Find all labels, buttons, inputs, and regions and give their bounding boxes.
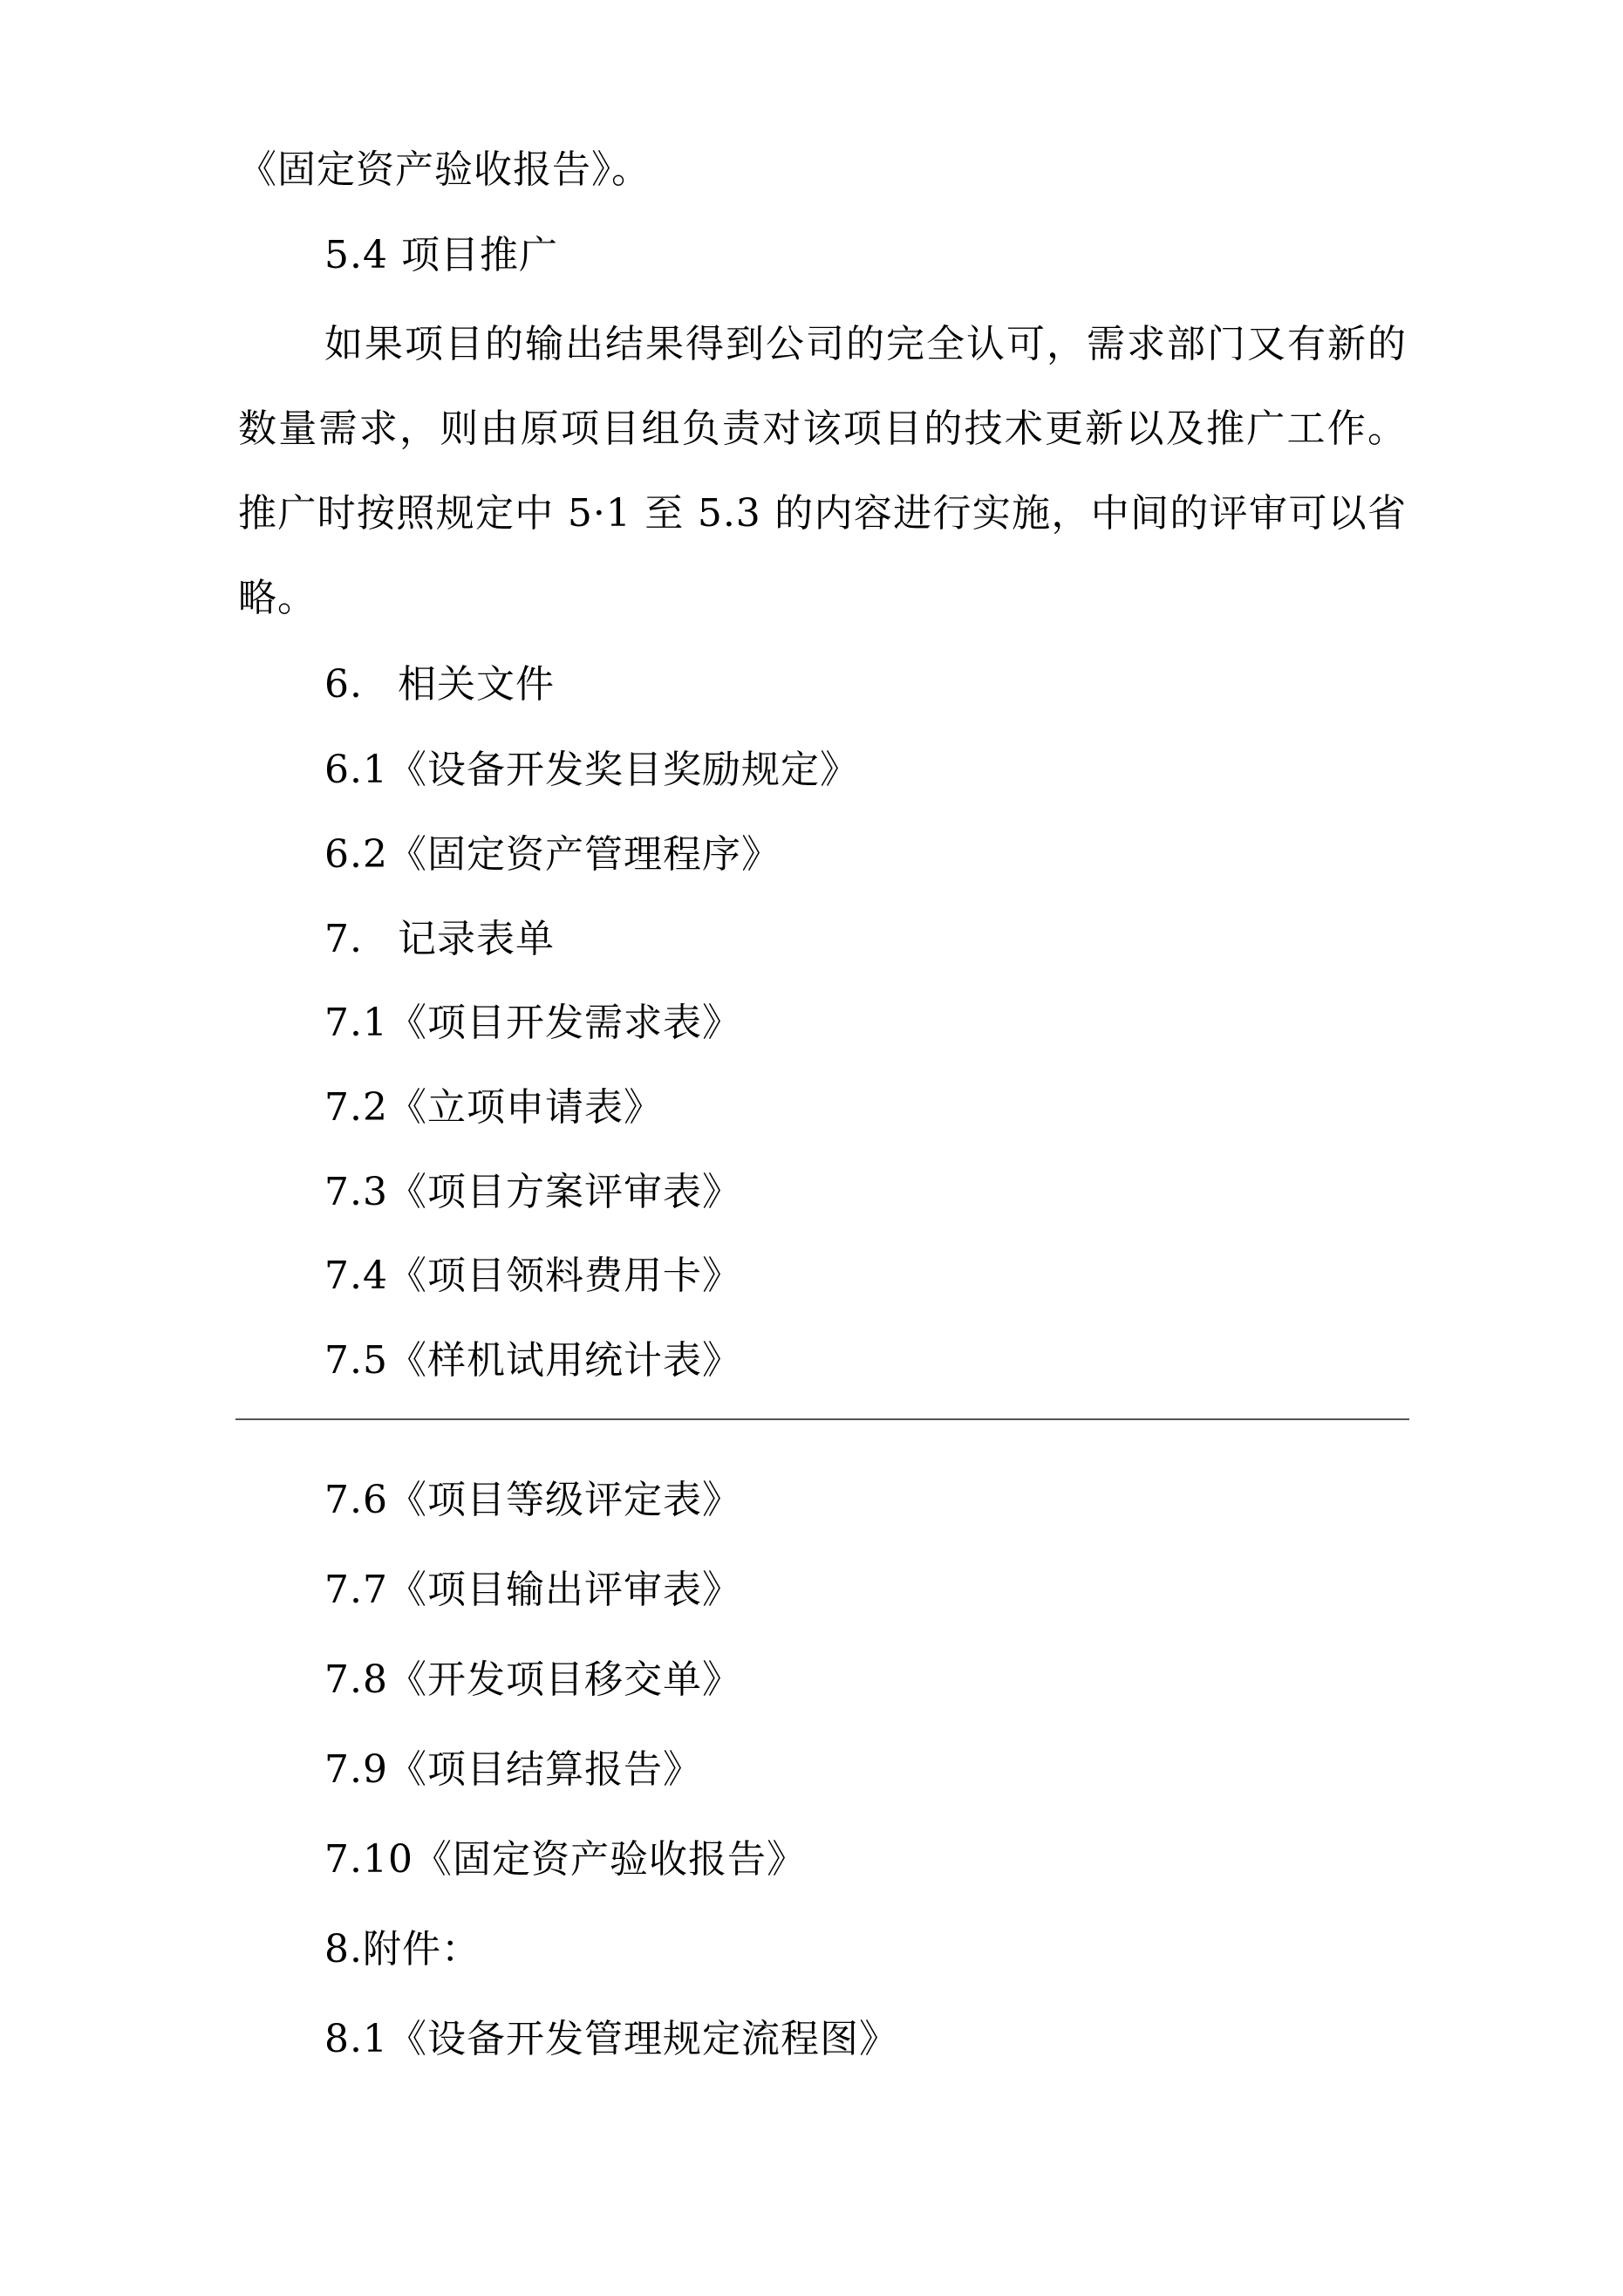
form-item-7-4: 7.4《项目领料费用卡》	[324, 1254, 741, 1298]
carry-over-line: 《固定资产验收报告》。	[238, 147, 651, 192]
section-7-number: 7.	[324, 917, 363, 961]
form-item-7-1: 7.1《项目开发需求表》	[324, 1001, 741, 1045]
section-7-title: 记录表单	[397, 917, 555, 961]
section-8-heading: 8.附件：	[324, 1927, 481, 1971]
form-item-7-2: 7.2《立项申请表》	[324, 1085, 663, 1130]
section-6-heading	[324, 659, 555, 711]
heading-5-4: 5.4 项目推广	[324, 233, 558, 277]
section-7-heading	[324, 913, 555, 966]
form-item-7-8: 7.8《开发项目移交单》	[324, 1657, 741, 1702]
form-item-7-10: 7.10《固定资产验收报告》	[324, 1837, 806, 1882]
form-item-7-6: 7.6《项目等级评定表》	[324, 1478, 741, 1522]
doc-item-6-1: 6.1《设备开发奖目奖励规定》	[324, 748, 859, 792]
form-item-7-3: 7.3《项目方案评审表》	[324, 1170, 741, 1214]
paragraph-5-4: 如果项目的输出结果得到公司的完全认可，需求部门又有新的数量需求，则由原项目组负责对该项目的技术更新以及推广工作。推广时按照规定中 5·1 至 5.3 的内容进行实施，中间的评审可以省略。	[238, 322, 1407, 620]
form-item-7-5: 7.5《样机试用统计表》	[324, 1338, 741, 1383]
form-item-7-9: 7.9《项目结算报告》	[324, 1747, 702, 1792]
section-6-title: 相关文件	[397, 662, 555, 707]
doc-item-6-2: 6.2《固定资产管理程序》	[324, 832, 781, 877]
page-divider	[235, 1418, 1409, 1420]
section-6-number: 6.	[324, 662, 363, 707]
attachment-item-8-1: 8.1《设备开发管理规定流程图》	[324, 2017, 898, 2061]
form-item-7-7: 7.7《项目输出评审表》	[324, 1568, 741, 1612]
